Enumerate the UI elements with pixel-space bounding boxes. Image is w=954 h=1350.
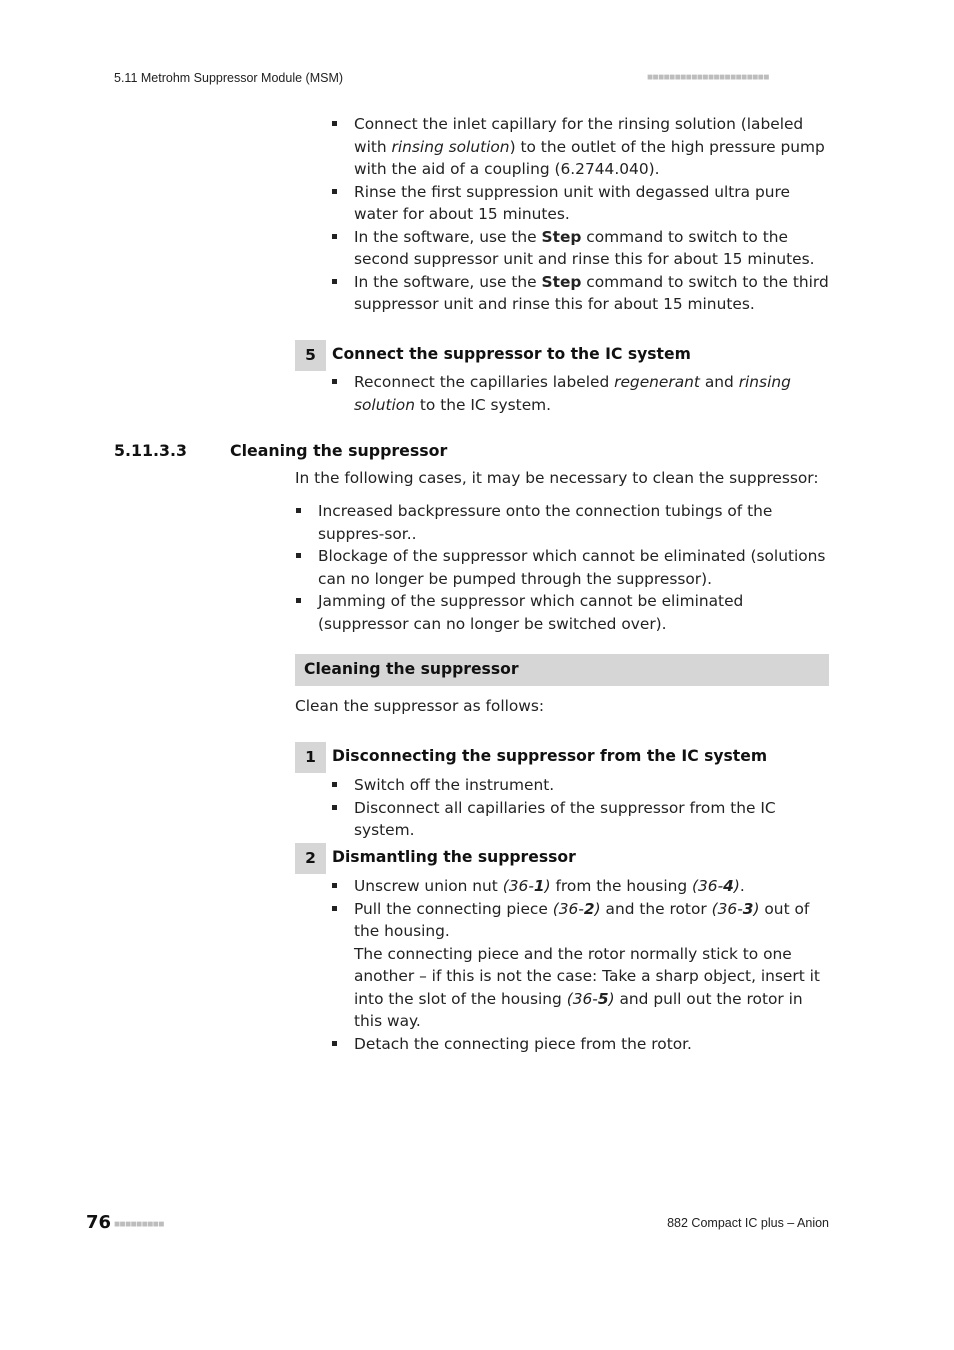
list-item: Jamming of the suppressor which cannot be eliminated (suppressor can no longer be switched over). [318,590,829,635]
list-item: Rinse the first suppression unit with degassed ultra pure water for about 15 minutes. [354,181,829,226]
list-item: Blockage of the suppressor which cannot be eliminated (solutions can no longer be pumped through the suppressor). [318,545,829,590]
step-title: Disconnecting the suppressor from the IC system [332,747,768,765]
rinse-list [354,113,829,316]
step5-list [354,371,829,416]
step-title: Connect the suppressor to the IC system [332,345,691,363]
footer-decorative-dots: ■■■■■■■■■ [114,1219,164,1230]
step-title: Dismantling the suppressor [332,848,576,866]
list-item: In the software, use the Step command to switch to the third suppressor unit and rinse this for about 15 minutes. [354,271,829,316]
step-number-badge: 2 [295,843,326,874]
list-item: Increased backpressure onto the connection tubings of the suppres-sor.. [318,500,829,545]
list-item: In the software, use the Step command to switch to the second suppressor unit and rinse this for about 15 minutes. [354,226,829,271]
list-item: Connect the inlet capillary for the rinsing solution (labeled with rinsing solution) to the outlet of the high pressure pump with the aid of a coupling (6.2744.040). [354,113,829,181]
cases-list [318,500,829,635]
procedure-title-box [295,654,829,686]
page-number: 76 [86,1212,112,1233]
section-title: Cleaning the suppressor [230,441,448,460]
section-intro: In the following cases, it may be necessary to clean the suppressor: [295,469,819,487]
section-number: 5.11.3.3 [114,441,187,460]
header-decorative-dots: ■■■■■■■■■■■■■■■■■■■■■■ [647,72,769,83]
step-number-badge: 1 [295,742,326,773]
step2-list [354,875,829,1055]
running-header-section: 5.11 Metrohm Suppressor Module (MSM) [114,71,344,85]
list-item: Unscrew union nut (36-1) from the housing (36-4). [354,875,829,898]
procedure-intro: Clean the suppressor as follows: [295,697,545,715]
step-number-badge: 5 [295,340,326,371]
list-item: Reconnect the capillaries labeled regenerant and rinsing solution to the IC system. [354,371,829,416]
procedure-title: Cleaning the suppressor [304,660,519,678]
list-item: Disconnect all capillaries of the suppressor from the IC system. [354,797,829,842]
list-item: Pull the connecting piece (36-2) and the rotor (36-3) out of the housing. The connecting piece and the rotor normally stick to one another – if this is not the case: Take a sharp object, insert it into the slot of the housing (36-5) and pull out the rotor in this way. [354,898,829,1033]
list-item: Switch off the instrument. [354,774,829,797]
step1-list [354,774,829,842]
footer-product-name: 882 Compact IC plus – Anion [667,1216,829,1230]
list-item: Detach the connecting piece from the rotor. [354,1033,829,1056]
